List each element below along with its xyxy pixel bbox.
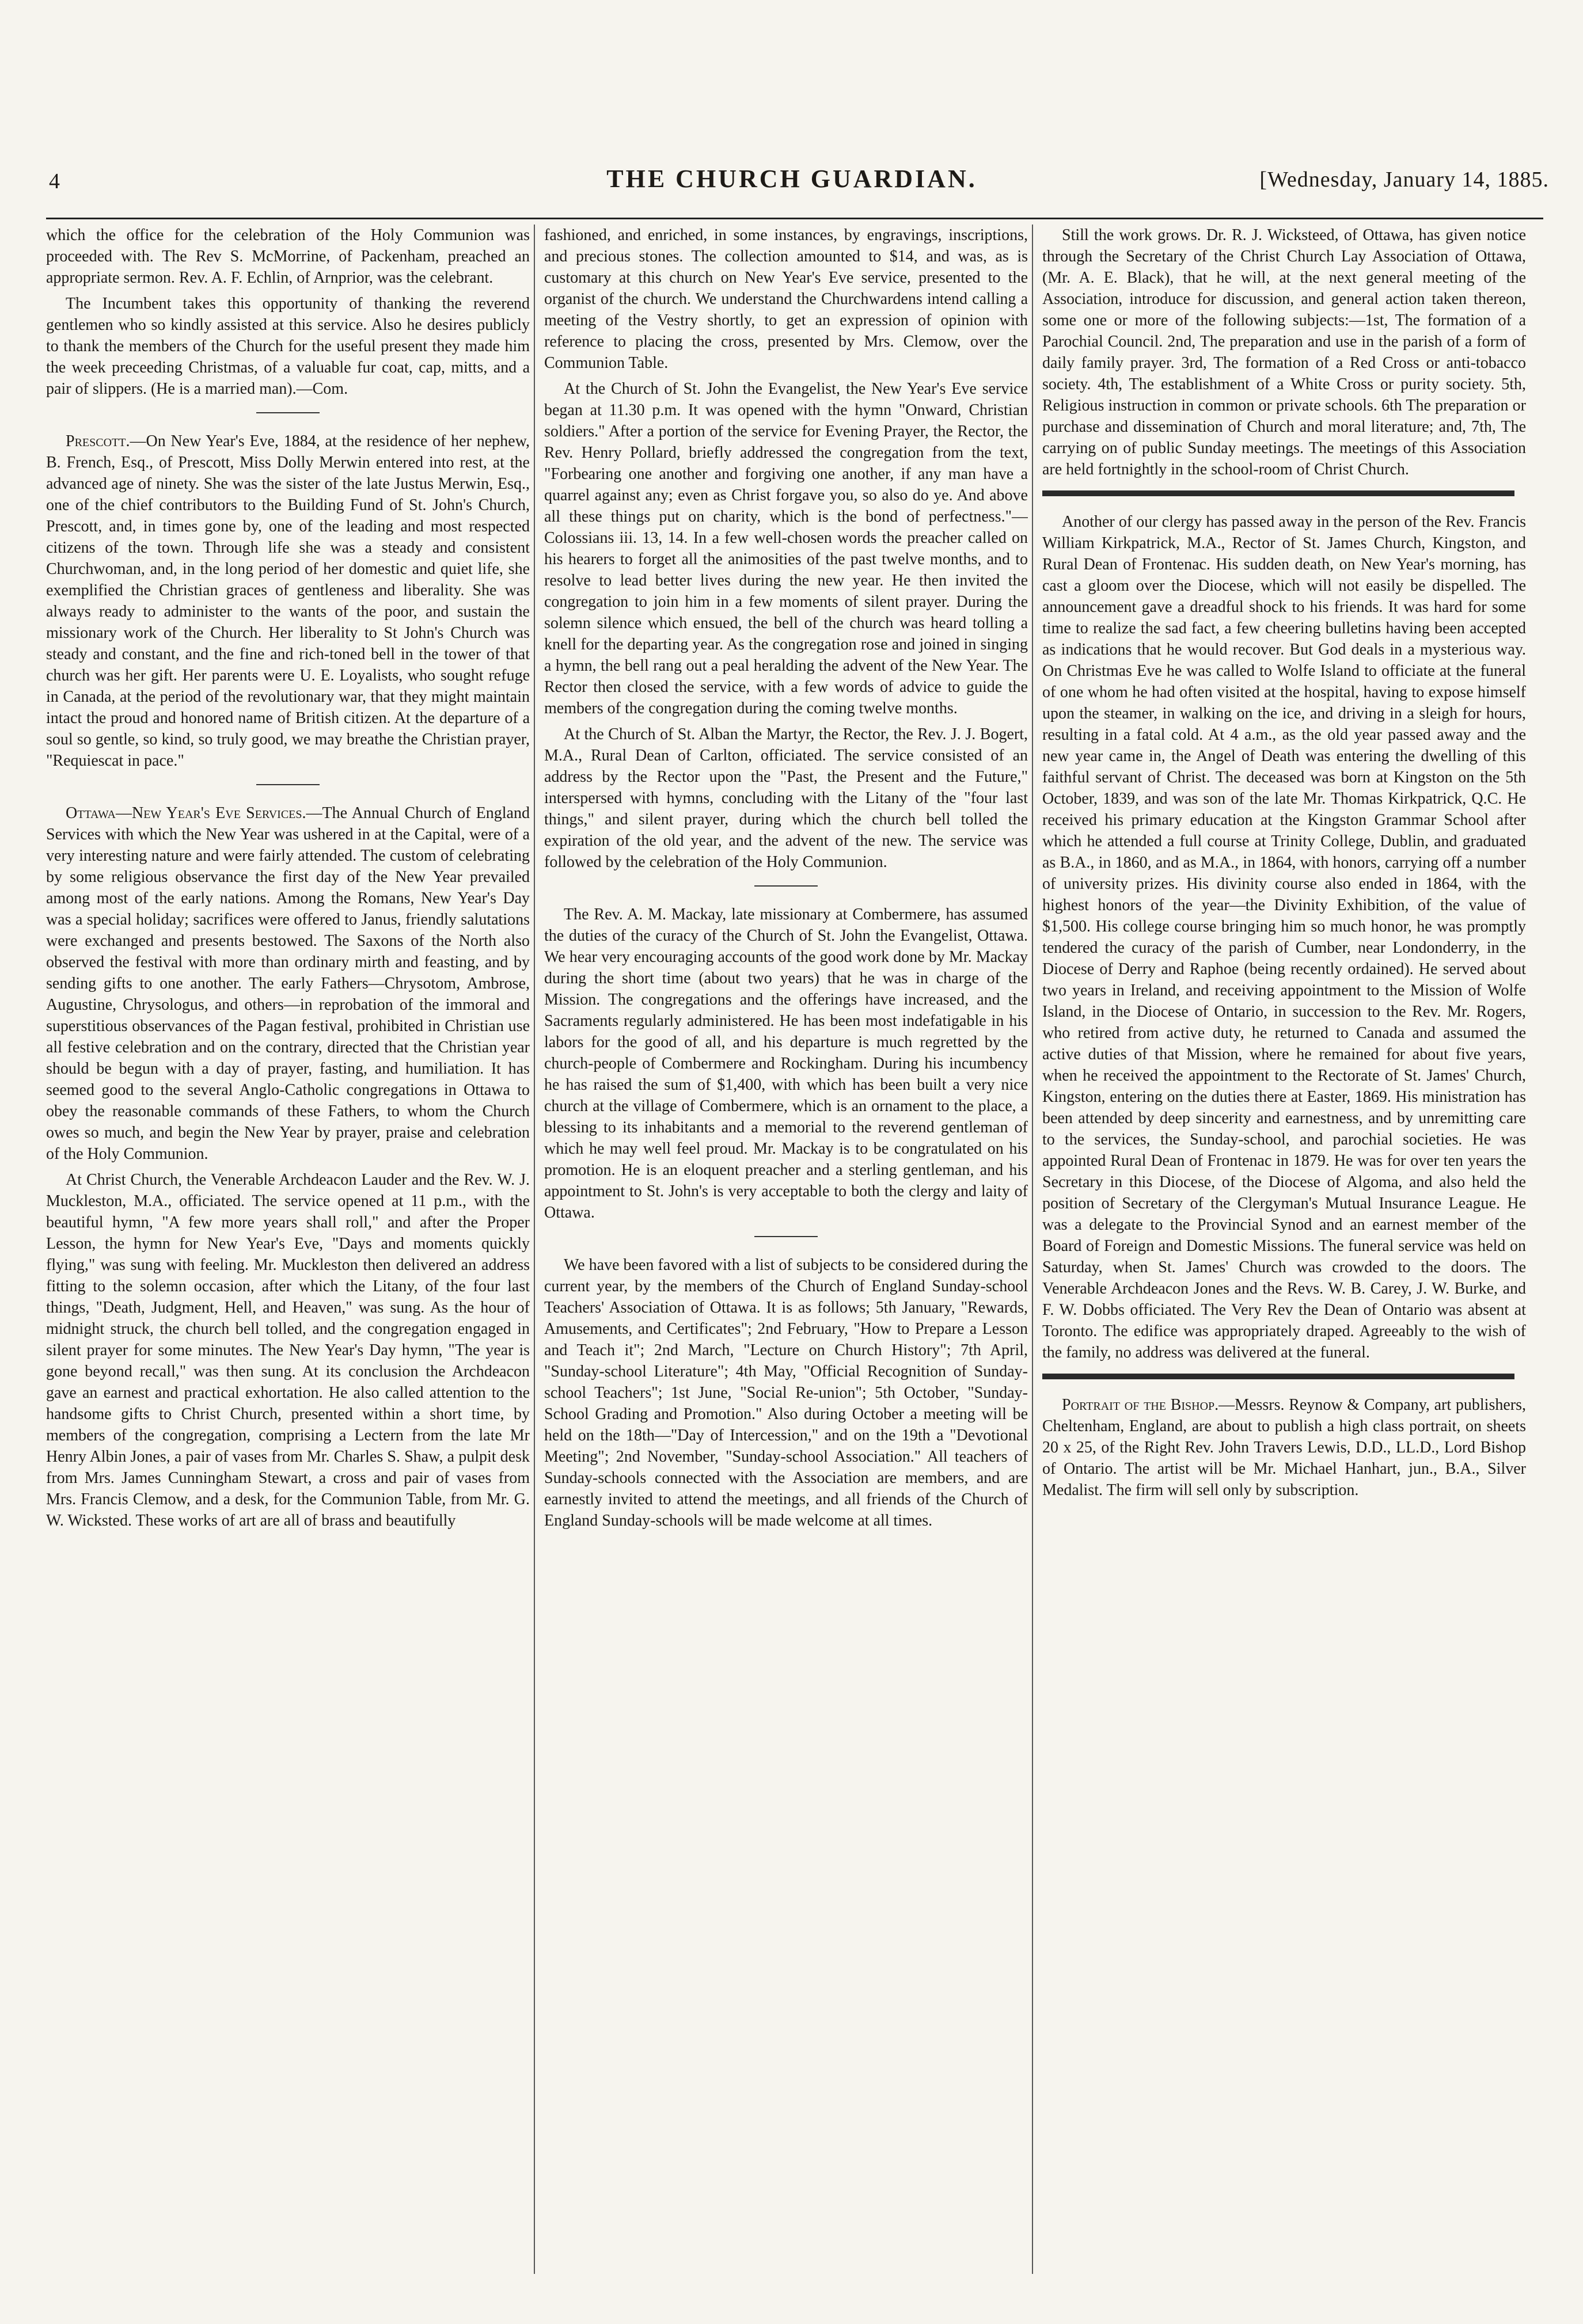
article-paragraph: Another of our clergy has passed away in the person of the Rev. Francis William Kirkpatrick, M.A., Rector of St. James Church, Kingston, and Rural Dean of Frontenac. His sudden death, on New Year's morning, has cast a gloom over the Diocese, which will not easily be dispelled. The announcement gave a dreadful shock to his friends. It was hard for some time to realize the sad fact, a few cheering bulletins having been accepted as indications that he would recover. But God deals in a mysterious way. On Christmas Eve he was called to Wolfe Island to officiate at the funeral of one whom he had often visited at the hospital, having to expose himself upon the steamer, in walking on the ice, and driving in a sleigh for hours, resulting in a fatal cold. At 4 a.m., as the old year passed away and the new year came in, the Angel of Death was entering the dwelling of this faithful servant of Christ. The deceased was born at Kingston on the 5th October, 1839, and was son of the late Mr. Thomas Kirkpatrick, Q.C. He received his primary education at the Kingston Grammar School after which he attended a full course at Trinity College, Dublin, and graduated as B.A., in 1860, and as M.A., in 1864, with honors, carrying off a number of university prizes. His divinity course also ended in 1864, with the highest honors of the year—the Divinity Exhibition, of the value of $1,500. His college course bringing him so much honor, he was promptly tendered the curacy of the parish of Cumber, near Londonderry, in the Diocese of Derry and Raphoe (being recently ordained). He served about two years in Ireland, and receiving appointment to the Mission of Wolfe Island, in the Diocese of Ontario, in succession to the Rev. Mr. Rogers, who retired from active duty, he returned to Canada and assumed the active duties of that Mission, where he remained for about five years, when he received the appointment to the Rectorate of St. James' Church, Kingston, entering on the duties there at Easter, 1869. His ministration has been attended by deep sincerity and earnestness, and by unremitting care to the services, the Sunday-school, and parochial societies. He was appointed Rural Dean of Frontenac in 1879. He was for over ten years the Secretary in this Diocese, of the Diocese of Algoma, and also held the position of Secretary of the Clergyman's Mutual Insurance League. He was a delegate to the Provincial Synod and an earnest member of the Board of Foreign and Domestic Missions. The funeral service was held on Saturday, when St. James' Church was crowded to the doors. The Venerable Archdeacon Jones and the Revs. W. B. Carey, J. W. Burke, and F. W. Dobbs officiated. The Very Rev the Dean of Ontario was absent at Toronto. The edifice was appropriately draped. Agreeably to the wish of the family, no address was delivered at the funeral. bbox=[1042, 513, 1526, 1361]
header-rule bbox=[46, 218, 1543, 219]
section-separator bbox=[754, 885, 818, 887]
article-paragraph: At the Church of St. Alban the Martyr, the Rector, the Rev. J. J. Bogert, M.A., Rural Dean of Carlton, officiated. The service consisted of an address by the Rector upon the "Past, the Present and the Future," interspersed with hymns, concluding with the Litany of the "four last things," and silent prayer, during which the church bell tolled the expiration of the old year, and the advent of the new. The service was followed by the celebration of the Holy Communion. bbox=[544, 725, 1028, 871]
article-paragraph: At Christ Church, the Venerable Archdeacon Lauder and the Rev. W. J. Muckleston, M.A., officiated. The service opened at 11 p.m., with the beautiful hymn, "A few more years shall roll," and after the Proper Lesson, the hymn for New Year's Eve, "Days and moments quickly flying," was sung with feeling. Mr. Muckleston then delivered an address fitting to the solemn occasion, after which the Litany, of the four last things, "Death, Judgment, Hell, and Heaven," was sung. As the hour of midnight struck, the church bell tolled, and the congregation engaged in silent prayer for some minutes. The New Year's Day hymn, "The year is gone beyond recall," was then sung. At its conclusion the Archdeacon gave an earnest and practical exhortation. He also called attention to the handsome gifts to Christ Church, presented within a short time, by members of the congregation, comprising a Lectern from the late Mr Henry Albin Jones, a pair of vases from Mr. Charles S. Shaw, a pulpit desk from Mrs. James Cunningham Stewart, a cross and pair of vases from Mrs. Francis Clemow, and a desk, for the Communion Table, from Mr. G. W. Wicksted. These works of art are all of brass and beautifully bbox=[46, 1171, 530, 1530]
article-body: —Messrs. Reynow & Company, art publishers, Cheltenham, England, are about to publish a high class portrait, on sheets 20 x 25, of the Right Rev. John Travers Lewis, D.D., LL.D., Lord Bishop of Ontario. The artist will be Mr. Michael Hanhart, jun., B.A., Silver Medalist. The firm will sell only by subscription. bbox=[1042, 1396, 1526, 1499]
section-separator bbox=[256, 412, 320, 413]
column-1 bbox=[46, 225, 530, 2274]
newspaper-page bbox=[29, 121, 1555, 2297]
issue-date: [Wednesday, January 14, 1885. bbox=[1259, 168, 1549, 192]
masthead bbox=[29, 164, 1555, 204]
section-separator bbox=[256, 784, 320, 785]
section-separator bbox=[754, 1236, 818, 1237]
page-number: 4 bbox=[49, 169, 60, 193]
article-paragraph: The Incumbent takes this opportunity of thanking the reverend gentlemen who so kindly assisted at this service. Also he desires publicly to thank the members of the Church for the useful present they made him the week preceeding Christmas, of a valuable fur coat, cap, mitts, and a pair of slippers. (He is a married man).—Com. bbox=[46, 295, 530, 398]
article-body: —The Annual Church of England Services with which the New Year was ushered in at the Capital, were of a very interesting nature and were fairly attended. The custom of celebrating by some religious observance the first day of the New Year prevailed among most of the early nations. Among the Romans, New Year's Day was a special holiday; sacrifices were offered to Janus, friendly salutations were exchanged and presents bestowed. The Saxons of the North also observed the festival with more than ordinary mirth and feasting, and by sending gifts to one another. The early Fathers—Chrysotom, Ambrose, Augustine, Chrysologus, and others—in reprobation of the immoral and superstitious observances of the Pagan festival, prohibited in Christian use all festive celebration and on the contrary, directed that the Christian year should be begun with a day of prayer, fasting, and humiliation. It has seemed good to the several Anglo-Catholic congregations in Ottawa to obey the reasonable commands of these Fathers, to whom the Church owes so much, and begin the New Year by prayer, praise and celebration of the Holy Communion. bbox=[46, 804, 530, 1163]
heavy-rule bbox=[1042, 490, 1514, 496]
article-paragraph: which the office for the celebration of the Holy Communion was proceeded with. The Rev S. McMorrine, of Packenham, preached an appropriate sermon. Rev. A. F. Echlin, of Arnprior, was the celebrant. bbox=[46, 226, 530, 287]
article-paragraph: Still the work grows. Dr. R. J. Wicksteed, of Ottawa, has given notice through the Secretary of the Christ Church Lay Association of Ottawa, (Mr. A. E. Black), that he will, at the next general meeting of the Association, introduce for discussion, and general action taken thereon, some one or more of the following subjects:—1st, The formation of a Parochial Council. 2nd, The preparation and use in the parish of a form of daily family prayer. 3rd, The formation of a Red Cross or anti-tobacco society. 4th, The establishment of a White Cross or purity society. 5th, Religious instruction in common or private schools. 6th The preparation or purchase and dissemination of Church and moral literature; and, 7th, The carrying on of public Sunday meetings. The meetings of this Association are held fortnightly in the school-room of Christ Church. bbox=[1042, 226, 1526, 478]
article-portrait bbox=[1042, 1394, 1526, 1501]
column-divider bbox=[534, 225, 535, 2274]
article-ottawa bbox=[46, 802, 530, 1165]
newspaper-title: THE CHURCH GUARDIAN. bbox=[606, 165, 977, 193]
column-3 bbox=[1042, 225, 1526, 2274]
heavy-rule bbox=[1042, 1374, 1514, 1379]
column-2 bbox=[544, 225, 1028, 2274]
article-paragraph: We have been favored with a list of subjects to be considered during the current year, by the members of the Church of England Sunday-school Teachers' Association of Ottawa. It is as follows; 5th January, "Rewards, Amusements, and Certificates"; 2nd February, "How to Prepare a Lesson and Teach it"; 2nd March, "Lecture on Church History"; 7th April, "Sunday-school Literature"; 4th May, "Official Recognition of Sunday-school Teachers"; 1st June, "Social Re-union"; 5th October, "Sunday-School Grading and Promotion." Also during October a meeting will be held on the 18th—"Day of Intercession," and on the 19th a "Devotional Meeting"; 2nd November, "Sunday-school Association." All teachers of Sunday-schools connected with the Association are members, and are earnestly invited to attend the meetings, and all friends of the Church of England Sunday-schools will be made welcome at all times. bbox=[544, 1256, 1028, 1530]
article-paragraph: fashioned, and enriched, in some instances, by engravings, inscriptions, and precious stones. The collection amounted to $14, and was, as is customary at this church on New Year's Eve service, presented to the organist of the church. We understand the Churchwardens intend calling a meeting of the Vestry shortly, to get an expression of opinion with reference to placing the cross, presented by Mrs. Clemow, over the Communion Table. bbox=[544, 226, 1028, 372]
column-divider bbox=[1032, 225, 1033, 2274]
article-heading: Ottawa—New Year's Eve Services. bbox=[66, 804, 306, 822]
article-prescott bbox=[46, 431, 530, 771]
article-paragraph: The Rev. A. M. Mackay, late missionary at Combermere, has assumed the duties of the curacy of the Church of St. John the Evangelist, Ottawa. We hear very encouraging accounts of the good work done by Mr. Mackay during the short time (about two years) that he was in charge of the Mission. The congregations and the offerings have increased, and the Sacraments regularly administered. He has been most indefatigable in his labors for the good of all, and his departure is much regretted by the church-people of Combermere and Rockingham. During his incumbency he has raised the sum of $1,400, with which has been built a very nice church at the village of Combermere, which is an ornament to the place, a blessing to its inhabitants and a memorial to the reverend gentleman of which he may well feel proud. Mr. Mackay is to be congratulated on his promotion. He is an eloquent preacher and a sterling gentleman, and his appointment to St. John's is very acceptable to both the clergy and laity of Ottawa. bbox=[544, 906, 1028, 1222]
article-body: —On New Year's Eve, 1884, at the residence of her nephew, B. French, Esq., of Prescott, Miss Dolly Merwin entered into rest, at the advanced age of ninety. She was the sister of the late Justus Merwin, Esq., one of the chief contributors to the Building Fund of St. John's Church, Prescott, and, in times gone by, one of the leading and most respected citizens of the town. Through life she was a steady and consistent Churchwoman, and, in the long period of her domestic and quiet life, she exemplified the Christian graces of gentleness and liberality. She was always ready to administer to the wants of the poor, and sustain the missionary work of the Church. Her liberality to St John's Church was steady and constant, and the fine and rich-toned bell in the tower of that church was her gift. Her parents were U. E. Loyalists, who sought refuge in Canada, at the period of the revolutionary war, that they might maintain intact the proud and honored name of British citizen. At the departure of a soul so gentle, so kind, so truly good, we may breathe the Christian prayer, "Requiescat in pace." bbox=[46, 432, 530, 770]
article-paragraph: At the Church of St. John the Evangelist, the New Year's Eve service began at 11.30 p.m. It was opened with the hymn "Onward, Christian soldiers." After a portion of the service for Evening Prayer, the Rector, the Rev. Henry Pollard, briefly addressed the congregation from the text, "Forbearing one another and forgiving one another, if any man have a quarrel against any; even as Christ forgave you, so also do ye. And above all these things put on charity, which is the bond of perfectness."—Colossians iii. 13, 14. In a few well-chosen words the preacher called on his hearers to forget all the animosities of the past twelve months, and to resolve to lead better lives during the new year. He then invited the congregation to join him in a few moments of silent prayer. During the solemn silence which ensued, the bell of the church was heard tolling a knell for the departing year. As the congregation rose and joined in singing a hymn, the bell rang out a peal heralding the advent of the New Year. The Rector then closed the service, with a few words of advice to guide the members of the congregation during the coming twelve months. bbox=[544, 380, 1028, 717]
article-heading: Portrait of the Bishop. bbox=[1062, 1396, 1219, 1414]
article-heading: Prescott. bbox=[66, 432, 130, 450]
